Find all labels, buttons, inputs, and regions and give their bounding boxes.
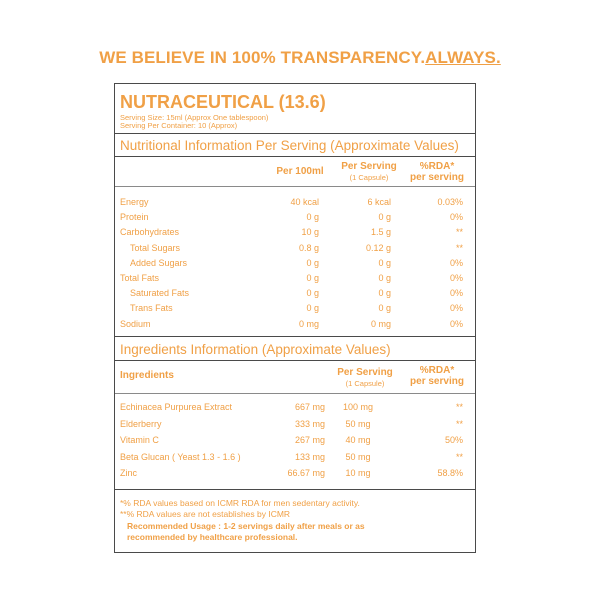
product-title: NUTRACEUTICAL (13.6) xyxy=(120,92,326,112)
divider xyxy=(115,489,475,490)
table-row xyxy=(115,435,475,450)
cell-rda: 0% xyxy=(449,273,463,283)
cell-name: Energy xyxy=(120,197,149,207)
recommended-usage-line1: Recommended Usage : 1-2 servings daily after meals or as xyxy=(127,521,365,531)
table-row xyxy=(115,258,475,273)
cell-per-serving: 0 g xyxy=(378,257,391,268)
ing-col-header-rda xyxy=(401,365,473,387)
table-row xyxy=(115,303,475,318)
cell-per100: 40 kcal xyxy=(290,197,319,207)
cell-per100: 10 g xyxy=(301,227,319,238)
cell-rda: ** xyxy=(455,418,463,429)
table-row xyxy=(115,468,475,483)
cell-name: Protein xyxy=(120,212,149,223)
cell-name: Elderberry xyxy=(120,418,162,429)
cell-per-serving: 0 mg xyxy=(370,318,391,329)
col-header-per-serving-sub: (1 Capsule) xyxy=(349,173,389,182)
table-row xyxy=(115,402,475,417)
cell-rda: ** xyxy=(455,242,463,253)
table-row xyxy=(115,452,475,467)
divider xyxy=(115,393,475,394)
table-row xyxy=(115,243,475,258)
cell-name: Sodium xyxy=(120,318,151,329)
cell-per100: 0 g xyxy=(306,257,319,268)
col-header-rda xyxy=(401,161,473,183)
cell-per-serving: 40 mg xyxy=(345,435,371,445)
cell-name: Total Fats xyxy=(120,273,160,283)
cell-per100: 133 mg xyxy=(294,451,325,462)
cell-name: Trans Fats xyxy=(130,303,173,314)
cell-name: Beta Glucan ( Yeast 1.3 - 1.6 ) xyxy=(120,451,241,462)
serving-size: Serving Size: 15ml (Approx One tablespoon) xyxy=(120,113,269,122)
recommended-usage-line2: recommended by healthcare professional. xyxy=(127,532,298,542)
headline-main: WE BELIEVE IN 100% TRANSPARENCY. xyxy=(99,48,426,67)
cell-per-serving: 0 g xyxy=(378,288,391,299)
ing-col-header-per-serving xyxy=(329,367,401,389)
nutrition-label-panel xyxy=(114,83,476,553)
cell-per100: 0 mg xyxy=(298,318,319,329)
cell-rda: 0% xyxy=(449,212,463,223)
divider xyxy=(115,360,475,361)
table-row xyxy=(115,319,475,334)
ing-col-header-per-serving-label: Per Serving xyxy=(337,367,393,378)
cell-per100: 0.8 g xyxy=(298,242,319,253)
cell-per-serving: 50 mg xyxy=(345,451,371,462)
col-header-rda-sub: per serving xyxy=(410,172,464,183)
cell-rda: ** xyxy=(455,402,463,412)
table-row xyxy=(115,288,475,303)
cell-rda: 50% xyxy=(444,435,463,445)
cell-per-serving: 100 mg xyxy=(342,402,374,412)
cell-rda: 0% xyxy=(449,288,463,299)
col-header-rda-label: %RDA* xyxy=(419,161,455,172)
footnote-not-established: **% RDA values are not establishes by ICMR xyxy=(120,509,291,519)
headline xyxy=(0,48,600,68)
table-row xyxy=(115,197,475,212)
cell-per-serving: 0 g xyxy=(378,273,391,283)
table-row xyxy=(115,273,475,288)
cell-per100: 267 mg xyxy=(294,435,325,445)
cell-name: Saturated Fats xyxy=(130,288,190,299)
table-row xyxy=(115,227,475,242)
cell-per100: 0 g xyxy=(306,288,319,299)
ing-col-header-per-serving-sub: (1 Capsule) xyxy=(345,379,385,388)
cell-name: Added Sugars xyxy=(130,257,188,268)
cell-rda: ** xyxy=(455,451,463,462)
col-header-per100: Per 100ml xyxy=(276,166,324,177)
cell-name: Echinacea Purpurea Extract xyxy=(120,402,233,412)
col-header-ingredients: Ingredients xyxy=(120,370,174,381)
cell-name: Zinc xyxy=(120,468,138,478)
table-row xyxy=(115,212,475,227)
cell-per100: 66.67 mg xyxy=(287,468,325,478)
cell-per100: 0 g xyxy=(306,273,319,283)
ing-col-header-rda-sub: per serving xyxy=(410,376,464,387)
nutrition-section-title: Nutritional Information Per Serving (Approximate Values) xyxy=(120,138,459,153)
table-row xyxy=(115,419,475,434)
footnote-rda: *% RDA values based on ICMR RDA for men sedentary activity. xyxy=(120,498,360,508)
cell-rda: 0% xyxy=(449,318,463,329)
cell-per100: 333 mg xyxy=(294,418,325,429)
cell-per100: 0 g xyxy=(306,212,319,223)
cell-per-serving: 6 kcal xyxy=(367,197,391,207)
cell-per-serving: 50 mg xyxy=(345,418,371,429)
divider xyxy=(115,336,475,337)
cell-per-serving: 10 mg xyxy=(345,468,371,478)
cell-name: Total Sugars xyxy=(130,242,181,253)
cell-per-serving: 0.12 g xyxy=(365,242,391,253)
cell-rda: 0% xyxy=(449,303,463,314)
servings-per-container: Serving Per Container: 10 (Approx) xyxy=(120,121,238,130)
ingredients-section-title: Ingredients Information (Approximate Values) xyxy=(120,342,391,357)
ing-col-header-rda-label: %RDA* xyxy=(419,365,455,376)
cell-rda: 0.03% xyxy=(437,197,463,207)
cell-rda: 0% xyxy=(449,257,463,268)
cell-name: Vitamin C xyxy=(120,435,159,445)
cell-rda: 58.8% xyxy=(437,468,463,478)
cell-name: Carbohydrates xyxy=(120,227,180,238)
headline-emphasis: ALWAYS. xyxy=(425,48,501,67)
divider xyxy=(115,133,475,134)
cell-per100: 667 mg xyxy=(294,402,325,412)
divider xyxy=(115,156,475,157)
col-header-per-serving xyxy=(333,161,405,183)
cell-per-serving: 1.5 g xyxy=(370,227,391,238)
cell-per-serving: 0 g xyxy=(378,303,391,314)
cell-rda: ** xyxy=(455,227,463,238)
col-header-per-serving-label: Per Serving xyxy=(341,161,397,172)
divider xyxy=(115,186,475,187)
cell-per100: 0 g xyxy=(306,303,319,314)
cell-per-serving: 0 g xyxy=(378,212,391,223)
